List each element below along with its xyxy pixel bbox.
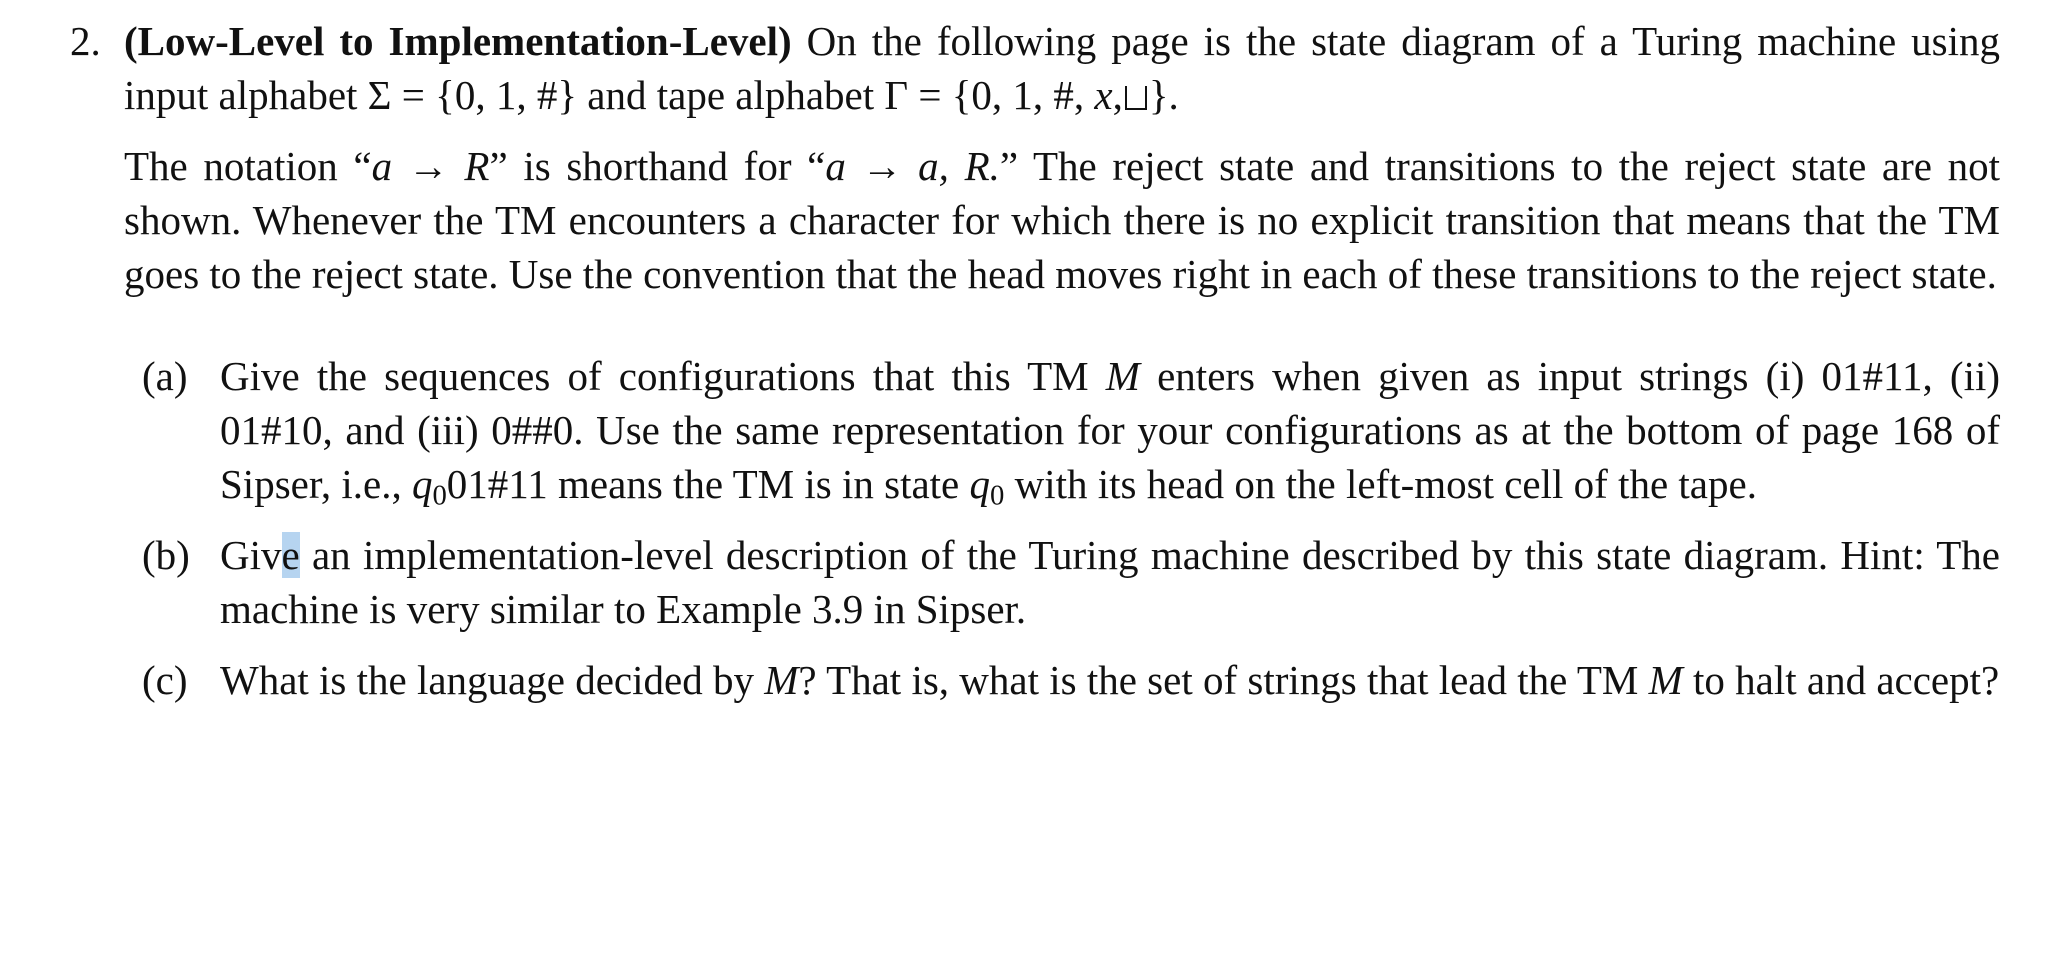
gamma-set-prefix: = {0, 1, #, bbox=[908, 72, 1095, 118]
gamma-symbol: Γ bbox=[884, 72, 909, 118]
notation-paragraph bbox=[124, 139, 2000, 301]
gamma-set-suffix: }. bbox=[1148, 72, 1179, 118]
subpart-a-text-3: means the TM is in state bbox=[547, 461, 970, 507]
subpart-b-label: (b) bbox=[142, 532, 190, 578]
subpart-a-text-4: with its head on the left-most cell of the tape. bbox=[1004, 461, 1757, 507]
config-tape: 01#11 bbox=[446, 461, 548, 507]
notation-long: a → a, R. bbox=[825, 143, 1000, 189]
subpart-a bbox=[142, 349, 2000, 511]
notation-text-3: ” The reject state and transitions to the reject state are not shown. Whenever the TM encounters a character for which there is no explicit transition that means that the TM goes to the reject state. Use the convention that the head moves right in each of these transitions to the reject state. bbox=[124, 143, 2001, 297]
subpart-a-label: (a) bbox=[142, 353, 188, 399]
subpart-b bbox=[142, 528, 2000, 636]
sigma-symbol: Σ bbox=[367, 72, 392, 118]
and-tape-text: and tape alphabet bbox=[577, 72, 885, 118]
state-q-subscript: 0 bbox=[990, 479, 1005, 512]
subpart-b-text-after: an implementation-level description of the Turing machine described by this state diagram. Hint: The machine is very similar to Example 3.9 in Sipser. bbox=[220, 532, 2000, 632]
gamma-x: x bbox=[1094, 72, 1113, 118]
subpart-c bbox=[142, 653, 2000, 707]
subpart-c-text-1: What is the language decided by bbox=[220, 657, 765, 703]
problem-title: (Low-Level to Implementation-Level) bbox=[124, 18, 792, 64]
config-state: q bbox=[411, 461, 433, 507]
blank-symbol-icon bbox=[1125, 86, 1147, 110]
problem-number: 2. bbox=[70, 18, 101, 64]
machine-m: M bbox=[1105, 353, 1140, 399]
subpart-a-text-2: enters when given as input strings (i) 01#11, (ii) 01#10, and (iii) 0##0. Use the same representation for your configurations as at the bottom of page 168 of Sipser, i.e., bbox=[220, 353, 2001, 507]
subparts-list bbox=[142, 349, 2000, 707]
subpart-c-text-2: ? That is, what is the set of strings that lead the TM bbox=[798, 657, 1649, 703]
subpart-b-text-before: Giv bbox=[220, 532, 282, 578]
problem-intro-paragraph: (Low-Level to Implementation-Level) On the following page is the state diagram of a Turing machine using input alphabet Σ = {0, 1, #} and tape alphabet Γ = {0, 1, #, x, }. bbox=[124, 18, 2000, 118]
config-state-subscript: 0 bbox=[432, 479, 447, 512]
notation-text-1: The notation “ bbox=[124, 143, 372, 189]
problem-body bbox=[124, 14, 2000, 707]
state-q: q bbox=[969, 461, 990, 507]
notation-text-2: ” is shorthand for “ bbox=[489, 143, 826, 189]
problem-2 bbox=[70, 14, 2020, 724]
machine-m-1: M bbox=[764, 657, 799, 703]
intro-text: On the following page is the state diagram of a Turing machine using input alphabet bbox=[124, 18, 2000, 118]
text-selection[interactable]: e bbox=[281, 532, 300, 578]
subpart-c-text-3: to halt and accept? bbox=[1682, 657, 2000, 703]
machine-m-2: M bbox=[1648, 657, 1683, 703]
subpart-a-text-1: Give the sequences of configurations that this TM bbox=[220, 353, 1106, 399]
subpart-c-label: (c) bbox=[142, 657, 188, 703]
notation-short: a → R bbox=[371, 143, 490, 189]
sigma-set: = {0, 1, #} bbox=[391, 72, 578, 118]
